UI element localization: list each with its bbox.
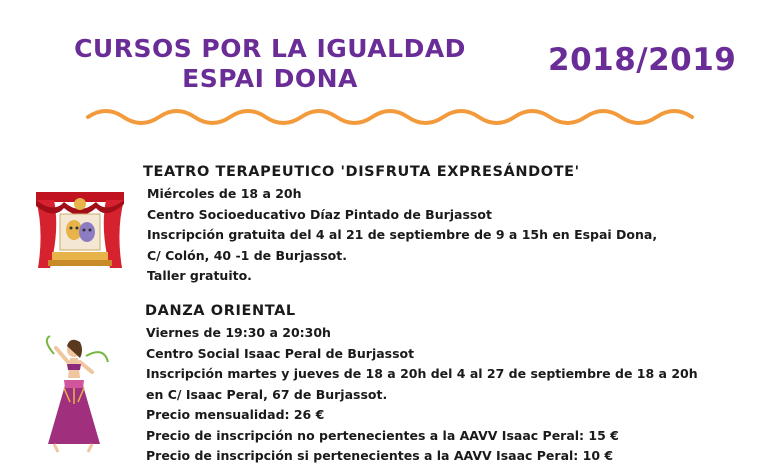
detail-line: Miércoles de 18 a 20h — [147, 186, 302, 201]
title-line-2: ESPAI DONA — [182, 64, 358, 93]
detail-line: Precio de inscripción si pertenecientes a la AAVV Isaac Peral: 10 € — [146, 448, 614, 463]
detail-line: Taller gratuito. — [147, 268, 252, 283]
detail-line: Centro Socioeducativo Díaz Pintado de Burjassot — [147, 206, 492, 222]
course-details-danza — [146, 323, 698, 467]
year-label: 2018/2019 — [548, 42, 737, 78]
course-details-teatro — [147, 184, 657, 287]
title-line-1: CURSOS POR LA IGUALDAD — [74, 34, 466, 63]
detail-line: Precio de inscripción no pertenecientes a la AAVV Isaac Peral: 15 € — [146, 427, 619, 443]
belly-dancer-icon — [34, 332, 114, 456]
wave-divider — [84, 104, 696, 130]
theater-stage-icon — [34, 190, 126, 270]
detail-line: Inscripción martes y jueves de 18 a 20h del 4 al 27 de septiembre de 18 a 20h — [146, 366, 698, 381]
detail-line: Inscripción gratuita del 4 al 21 de septiembre de 9 a 15h en Espai Dona, — [147, 227, 658, 242]
page-title — [60, 34, 480, 94]
detail-line: C/ Colón, 40 -1 de Burjassot. — [147, 247, 347, 263]
detail-line: en C/ Isaac Peral, 67 de Burjassot. — [146, 386, 388, 402]
detail-line: Viernes de 19:30 a 20:30h — [146, 325, 331, 340]
detail-line: Centro Social Isaac Peral de Burjassot — [146, 345, 415, 361]
course-title-teatro: TEATRO TERAPEUTICO 'DISFRUTA EXPRESÁNDOTE' — [143, 164, 580, 180]
detail-line: Precio mensualidad: 26 € — [146, 407, 325, 422]
course-title-danza: DANZA ORIENTAL — [145, 303, 296, 319]
